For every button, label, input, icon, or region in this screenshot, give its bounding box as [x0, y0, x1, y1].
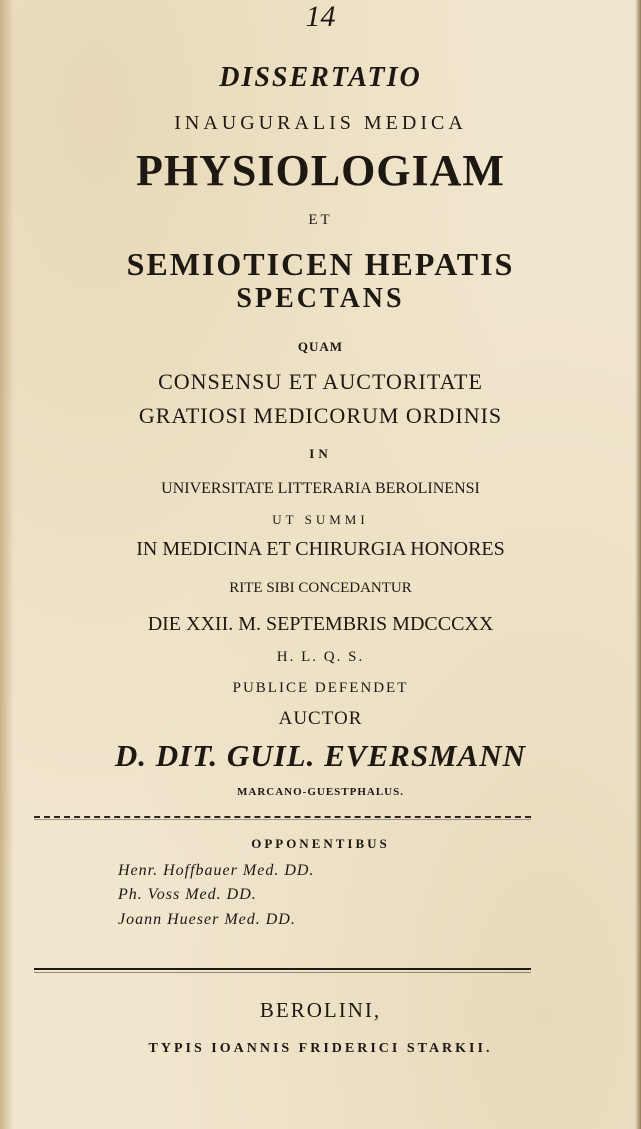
opponent-name: Joann Hueser Med. DD. [118, 911, 296, 928]
conjunction-et: ET [308, 212, 333, 228]
handwritten-shelf-mark: 14 [305, 0, 336, 33]
subtitle-inauguralis: INAUGURALIS MEDICA [174, 112, 467, 134]
opponent-name: Henr. Hoffbauer Med. DD. [118, 862, 315, 879]
divider-upper [34, 816, 531, 818]
author-name: D. DIT. GUIL. EVERSMANN [114, 738, 527, 773]
line-publice-defendet: PUBLICE DEFENDET [232, 680, 409, 696]
line-hlqs: H. L. Q. S. [276, 649, 365, 665]
divider-lower-thin [34, 972, 531, 973]
opponent-3 [118, 911, 538, 929]
opponent-name: Ph. Voss Med. DD. [118, 886, 257, 903]
line-gratiosi: GRATIOSI MEDICORUM ORDINIS [138, 403, 503, 428]
title-spectans: SPECTANS [236, 283, 405, 314]
line-date: DIE XXII. M. SEPTEMBRIS MDCCCXX [147, 613, 494, 635]
line-in-medicina: IN MEDICINA ET CHIRURGIA HONORES [136, 538, 505, 560]
line-rite: RITE SIBI CONCEDANTUR [229, 580, 412, 596]
label-opponentibus: OPPONENTIBUS [251, 836, 390, 851]
line-ut-summi: UT SUMMI [272, 512, 369, 527]
title-semioticen: SEMIOTICEN HEPATIS [126, 246, 515, 282]
imprint-city: BEROLINI, [259, 998, 382, 1022]
word-in: IN [309, 446, 332, 461]
title-physiologiam: PHYSIOLOGIAM [136, 146, 505, 195]
label-auctor: AUCTOR [278, 708, 363, 729]
line-consensu: CONSENSU ET AUCTORITATE [158, 369, 483, 394]
author-origin: MARCANO-GUESTPHALUS. [237, 786, 404, 798]
divider-lower [34, 968, 531, 970]
line-universitate: UNIVERSITATE LITTERARIA BEROLINENSI [161, 480, 480, 497]
title-dissertatio: DISSERTATIO [219, 62, 422, 93]
opponent-1 [118, 862, 538, 880]
opponent-2 [118, 886, 538, 904]
divider-upper-thin [34, 819, 531, 820]
word-quam: QUAM [297, 339, 344, 354]
imprint-printer: TYPIS IOANNIS FRIDERICI STARKII. [148, 1041, 493, 1056]
